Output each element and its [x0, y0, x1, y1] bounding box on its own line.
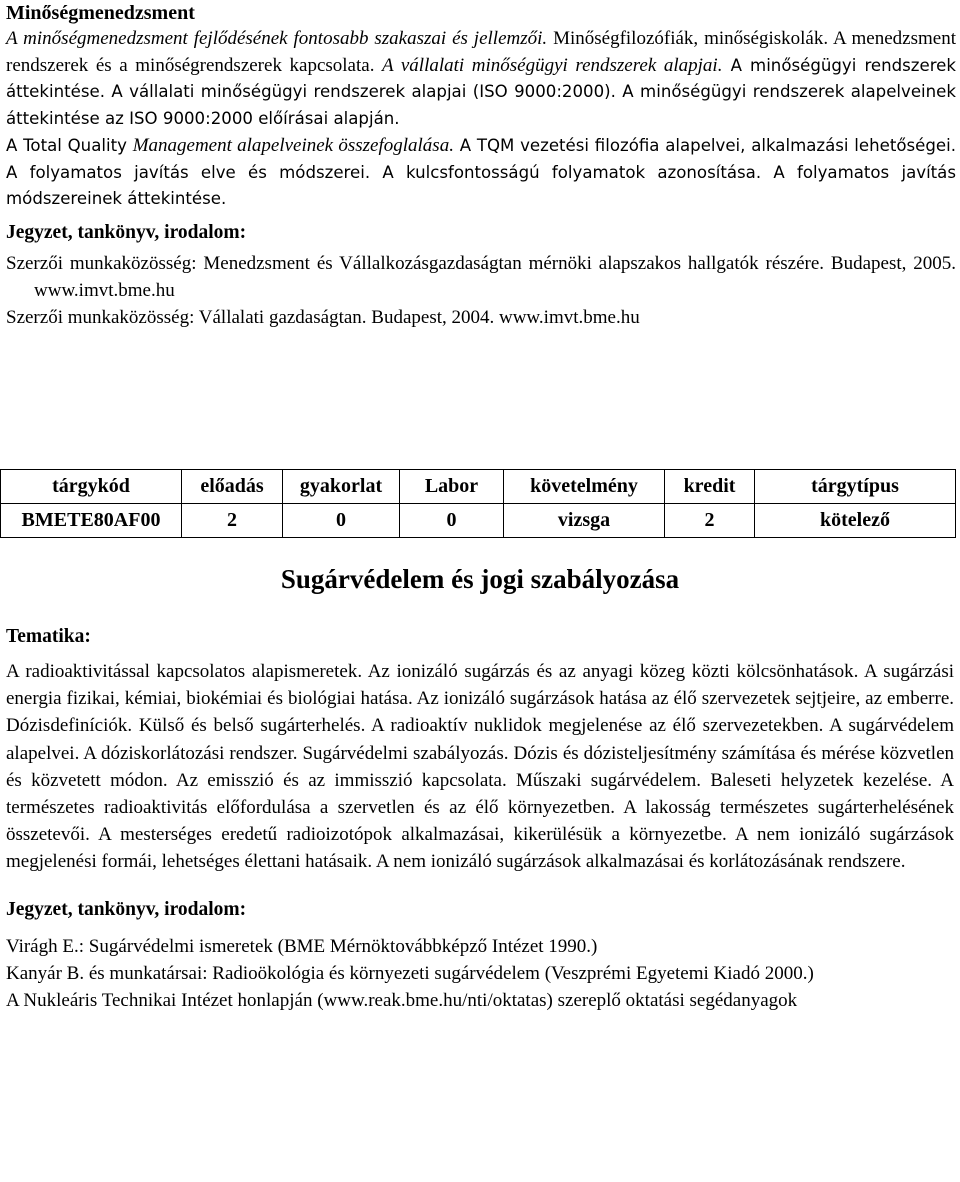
topics-paragraph: A radioaktivitással kapcsolatos alapismeretek. Az ionizáló sugárzás és az anyagi közeg közti kölcsönhatások. A sugárzási energia fizikai, kémiai, biokémiai és biológiai hatása. Az ionizáló sugárzások hatása az élő szervezetek sejtjeire, az emberre. Dózisdefiníciók. Külső és belső sugárterhelés. A radioaktív nuklidok megjelenése az élő szervezetekben. A sugárvédelem alapelvei. A dóziskorlátozási rendszer. Sugárvédelmi szabályozás. Dózis és dózisteljesítmény számítása és mérése közvetlen és közvetett módon. Az emisszió és az immisszió kapcsolata. Műszaki sugárvédelem. Baleseti helyzetek kezelése. A természetes radioaktivitás előfordulása a szervetlen és az élő környezetben. A lakosság természetes sugárterhelésének összetevői. A mesterséges eredetű radioizotópok alkalmazásai, kikerülésük a környezetbe. A nem ionizáló sugárzások megjelenési formái, lehetséges élettani hatásaik. A nem ionizáló sugárzások alkalmazásai és korlátozásának rendszere.: [6, 661, 954, 873]
header-practice: gyakorlat: [283, 470, 400, 504]
reference-item: A Nukleáris Technikai Intézet honlapján (www.reak.bme.hu/nti/oktatas) szereplő oktatási segédanyagok: [6, 989, 798, 1011]
topics-heading: Tematika:: [6, 626, 91, 647]
references-heading: Jegyzet, tankönyv, irodalom:: [6, 898, 247, 920]
header-course-code: tárgykód: [1, 470, 182, 504]
section-radiation-protection: [6, 623, 954, 1014]
topics-text-1: Minőségfilozófiák, minőségiskolák. A menedzsment rendszerek és a minőségrendszerek kapcsolata.: [6, 28, 956, 76]
topics-paragraph: [6, 26, 956, 133]
value-course-code: BMETE80AF00: [1, 504, 182, 538]
topics-italic-2: A vállalati minőségügyi rendszerek alapjai.: [382, 54, 723, 76]
tqm-italic: Management alapelveinek összefoglalása.: [132, 134, 454, 156]
topics-italic-intro: A minőségmenedzsment fejlődésének fontosabb szakaszai és jellemzői.: [6, 28, 548, 49]
header-credit: kredit: [665, 470, 755, 504]
header-lecture: előadás: [182, 470, 283, 504]
tqm-text: A TQM vezetési filozófia alapelvei, alkalmazási lehetőségei. A folyamatos javítás elve és módszerei. A kulcsfontosságú folyamatok azonosítása. A folyamatos javítás módszereinek áttekintése.: [6, 135, 956, 209]
value-requirement: vizsga: [504, 504, 665, 538]
value-credit: 2: [665, 504, 755, 538]
value-course-type: kötelező: [755, 504, 956, 538]
course-table-value-row: [1, 504, 956, 538]
header-lab: Labor: [400, 470, 504, 504]
topics-text-2: A minőségügyi rendszerek áttekintése. A vállalati minőségügyi rendszerek alapjai (ISO 9000:2000). A minőségügyi rendszerek alapelveinek áttekintése az ISO 9000:2000 előírásai alapján.: [6, 55, 956, 129]
reference-item: Kanyár B. és munkatársai: Radioökológia és környezeti sugárvédelem (Veszprémi Egyetemi Kiadó 2000.): [6, 962, 814, 984]
reference-item: Virágh E.: Sugárvédelmi ismeretek (BME Mérnöktovábbképző Intézet 1990.): [6, 935, 598, 957]
header-course-type: tárgytípus: [755, 470, 956, 504]
reference-item: Szerzői munkaközösség: Menedzsment és Vállalkozásgazdaságtan mérnöki alapszakos hallgatók részére. Budapest, 2005. www.imvt.bme.hu: [6, 252, 956, 301]
course-table-header-row: [1, 470, 956, 504]
value-lab: 0: [400, 504, 504, 538]
course-title: Sugárvédelem és jogi szabályozása: [280, 564, 680, 594]
course-info-table: [0, 469, 956, 538]
value-practice: 0: [283, 504, 400, 538]
references-heading: Jegyzet, tankönyv, irodalom:: [6, 221, 247, 243]
header-requirement: követelmény: [504, 470, 665, 504]
tqm-paragraph: [6, 133, 956, 213]
value-lecture: 2: [182, 504, 283, 538]
section-title: Minőségmenedzsment: [6, 2, 195, 24]
tqm-prefix: A Total Quality: [6, 135, 133, 155]
reference-item: Szerzői munkaközösség: Vállalati gazdaságtan. Budapest, 2004. www.imvt.bme.hu: [6, 306, 640, 328]
section-quality-management: [6, 0, 956, 331]
